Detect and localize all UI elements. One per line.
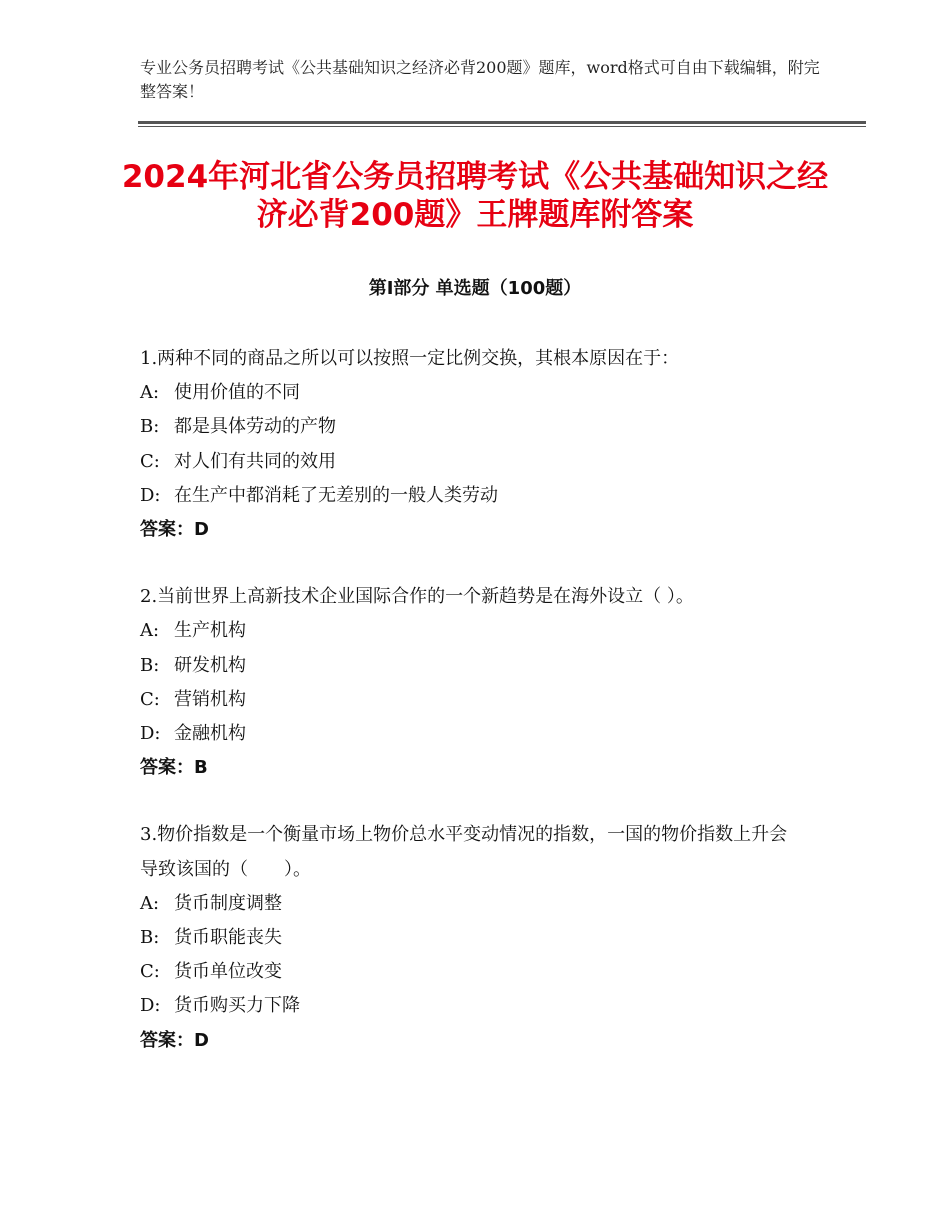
option-label: C:	[140, 961, 160, 983]
option-text: 金融机构	[174, 723, 246, 745]
question-3	[140, 818, 800, 1057]
option-label: B:	[140, 416, 160, 438]
answer: 答案：D	[140, 1029, 209, 1051]
option-label: A:	[140, 892, 160, 914]
option-a	[140, 887, 800, 921]
option-text: 货币购买力下降	[174, 995, 300, 1017]
question-1	[140, 342, 800, 547]
answer: 答案：B	[140, 757, 208, 779]
option-label: D:	[140, 723, 161, 745]
document-title: 2024年河北省公务员招聘考试《公共基础知识之经济必背200题》王牌题库附答案	[121, 159, 829, 233]
option-b	[140, 410, 800, 444]
question-stem: 1.两种不同的商品之所以可以按照一定比例交换，其根本原因在于：	[140, 348, 680, 369]
option-label: C:	[140, 450, 160, 472]
header-divider-thin	[138, 126, 866, 127]
option-text: 生产机构	[174, 620, 246, 642]
option-label: A:	[140, 382, 160, 404]
header-note: 专业公务员招聘考试《公共基础知识之经济必背200题》题库，word格式可自由下载编辑，附完整答案！	[140, 58, 820, 101]
option-text: 货币制度调整	[174, 892, 282, 914]
option-text: 研发机构	[174, 654, 246, 676]
option-text: 营销机构	[174, 688, 246, 710]
option-b	[140, 649, 800, 683]
option-c	[140, 683, 800, 717]
option-label: A:	[140, 620, 160, 642]
option-text: 在生产中都消耗了无差别的一般人类劳动	[174, 484, 498, 506]
option-text: 货币职能丧失	[174, 927, 282, 949]
header-divider-thick	[138, 121, 866, 124]
option-label: D:	[140, 995, 161, 1017]
option-text: 使用价值的不同	[174, 382, 300, 404]
option-c	[140, 445, 800, 479]
option-text: 都是具体劳动的产物	[174, 416, 336, 438]
option-a	[140, 376, 800, 410]
option-text: 货币单位改变	[174, 961, 282, 983]
question-stem: 3.物价指数是一个衡量市场上物价总水平变动情况的指数，一国的物价指数上升会导致该国的（ ）。	[140, 824, 788, 880]
option-text: 对人们有共同的效用	[174, 450, 336, 472]
option-label: C:	[140, 688, 160, 710]
option-a	[140, 614, 800, 648]
question-stem: 2.当前世界上高新技术企业国际合作的一个新趋势是在海外设立（ ）。	[140, 586, 694, 608]
option-label: B:	[140, 927, 160, 949]
option-d	[140, 717, 800, 751]
section-title: 第I部分 单选题（100题）	[368, 278, 582, 299]
option-d	[140, 989, 800, 1023]
option-label: B:	[140, 654, 160, 676]
question-2	[140, 580, 800, 785]
answer: 答案：D	[140, 519, 209, 541]
question-list	[140, 342, 800, 1091]
option-b	[140, 921, 800, 955]
option-label: D:	[140, 484, 161, 506]
option-c	[140, 955, 800, 989]
option-d	[140, 479, 800, 513]
